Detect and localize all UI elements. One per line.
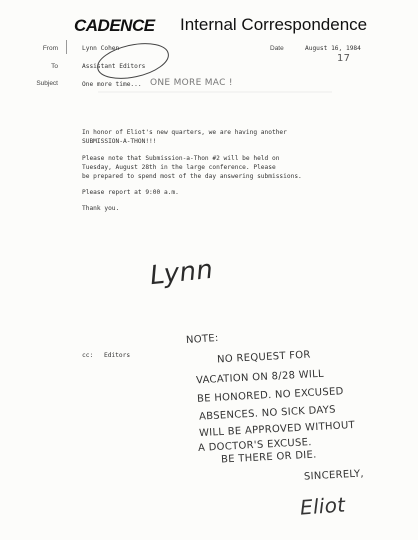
to-value: Assistant Editors: [82, 63, 146, 70]
note-line-4: ABSENCES. NO SICK DAYS: [198, 404, 337, 423]
subject-label: Subject: [36, 80, 58, 87]
body-paragraph-2-line-1: Please note that Submission-a-Thon #2 will be held on: [82, 155, 280, 162]
body-paragraph-1-line-1: In honor of Eliot's new quarters, we are having another: [82, 129, 287, 136]
note-line-3: BE HONORED. NO EXCUSED: [196, 386, 344, 405]
note-heading: NOTE:: [185, 332, 220, 347]
subject-handwritten-annotation: ONE MORE MAC !: [150, 78, 233, 88]
to-label: To: [51, 63, 58, 70]
letterhead-title: Internal Correspondence: [180, 15, 368, 34]
note-closing: SINCERELY,: [303, 468, 365, 483]
note-line-1: NO REQUEST FOR: [216, 349, 311, 366]
label-divider: [66, 40, 67, 54]
note-line-6: A DOCTOR'S EXCUSE.: [197, 437, 312, 454]
note-line-2: VACATION ON 8/28 WILL: [195, 368, 325, 387]
body-paragraph-3: Please report at 9:00 a.m.: [82, 189, 179, 196]
note-signature: Eliot: [299, 492, 347, 520]
body-paragraph-2-line-3: be prepared to spend most of the day answering submissions.: [82, 173, 302, 180]
date-handwritten-correction: 17: [337, 53, 351, 64]
body-paragraph-2-line-2: Tuesday, August 28th in the large conference. Please: [82, 164, 276, 171]
cc-value: Editors: [104, 352, 131, 359]
cc-label: cc:: [82, 352, 94, 359]
from-value: Lynn Cohen: [82, 45, 120, 52]
note-line-5: WILL BE APPROVED WITHOUT: [198, 419, 356, 440]
body-paragraph-4: Thank you.: [82, 205, 120, 212]
subject-value: One more time...: [82, 81, 142, 88]
date-label: Date: [270, 45, 284, 52]
note-line-7: BE THERE OR DIE.: [220, 449, 317, 466]
from-label: From: [42, 45, 58, 52]
company-logo: CADENCE: [74, 16, 155, 35]
body-paragraph-1-line-2: SUBMISSION-A-THON!!!: [82, 138, 157, 145]
date-value: August 16, 1984: [305, 45, 361, 52]
author-signature: Lynn: [148, 254, 215, 292]
